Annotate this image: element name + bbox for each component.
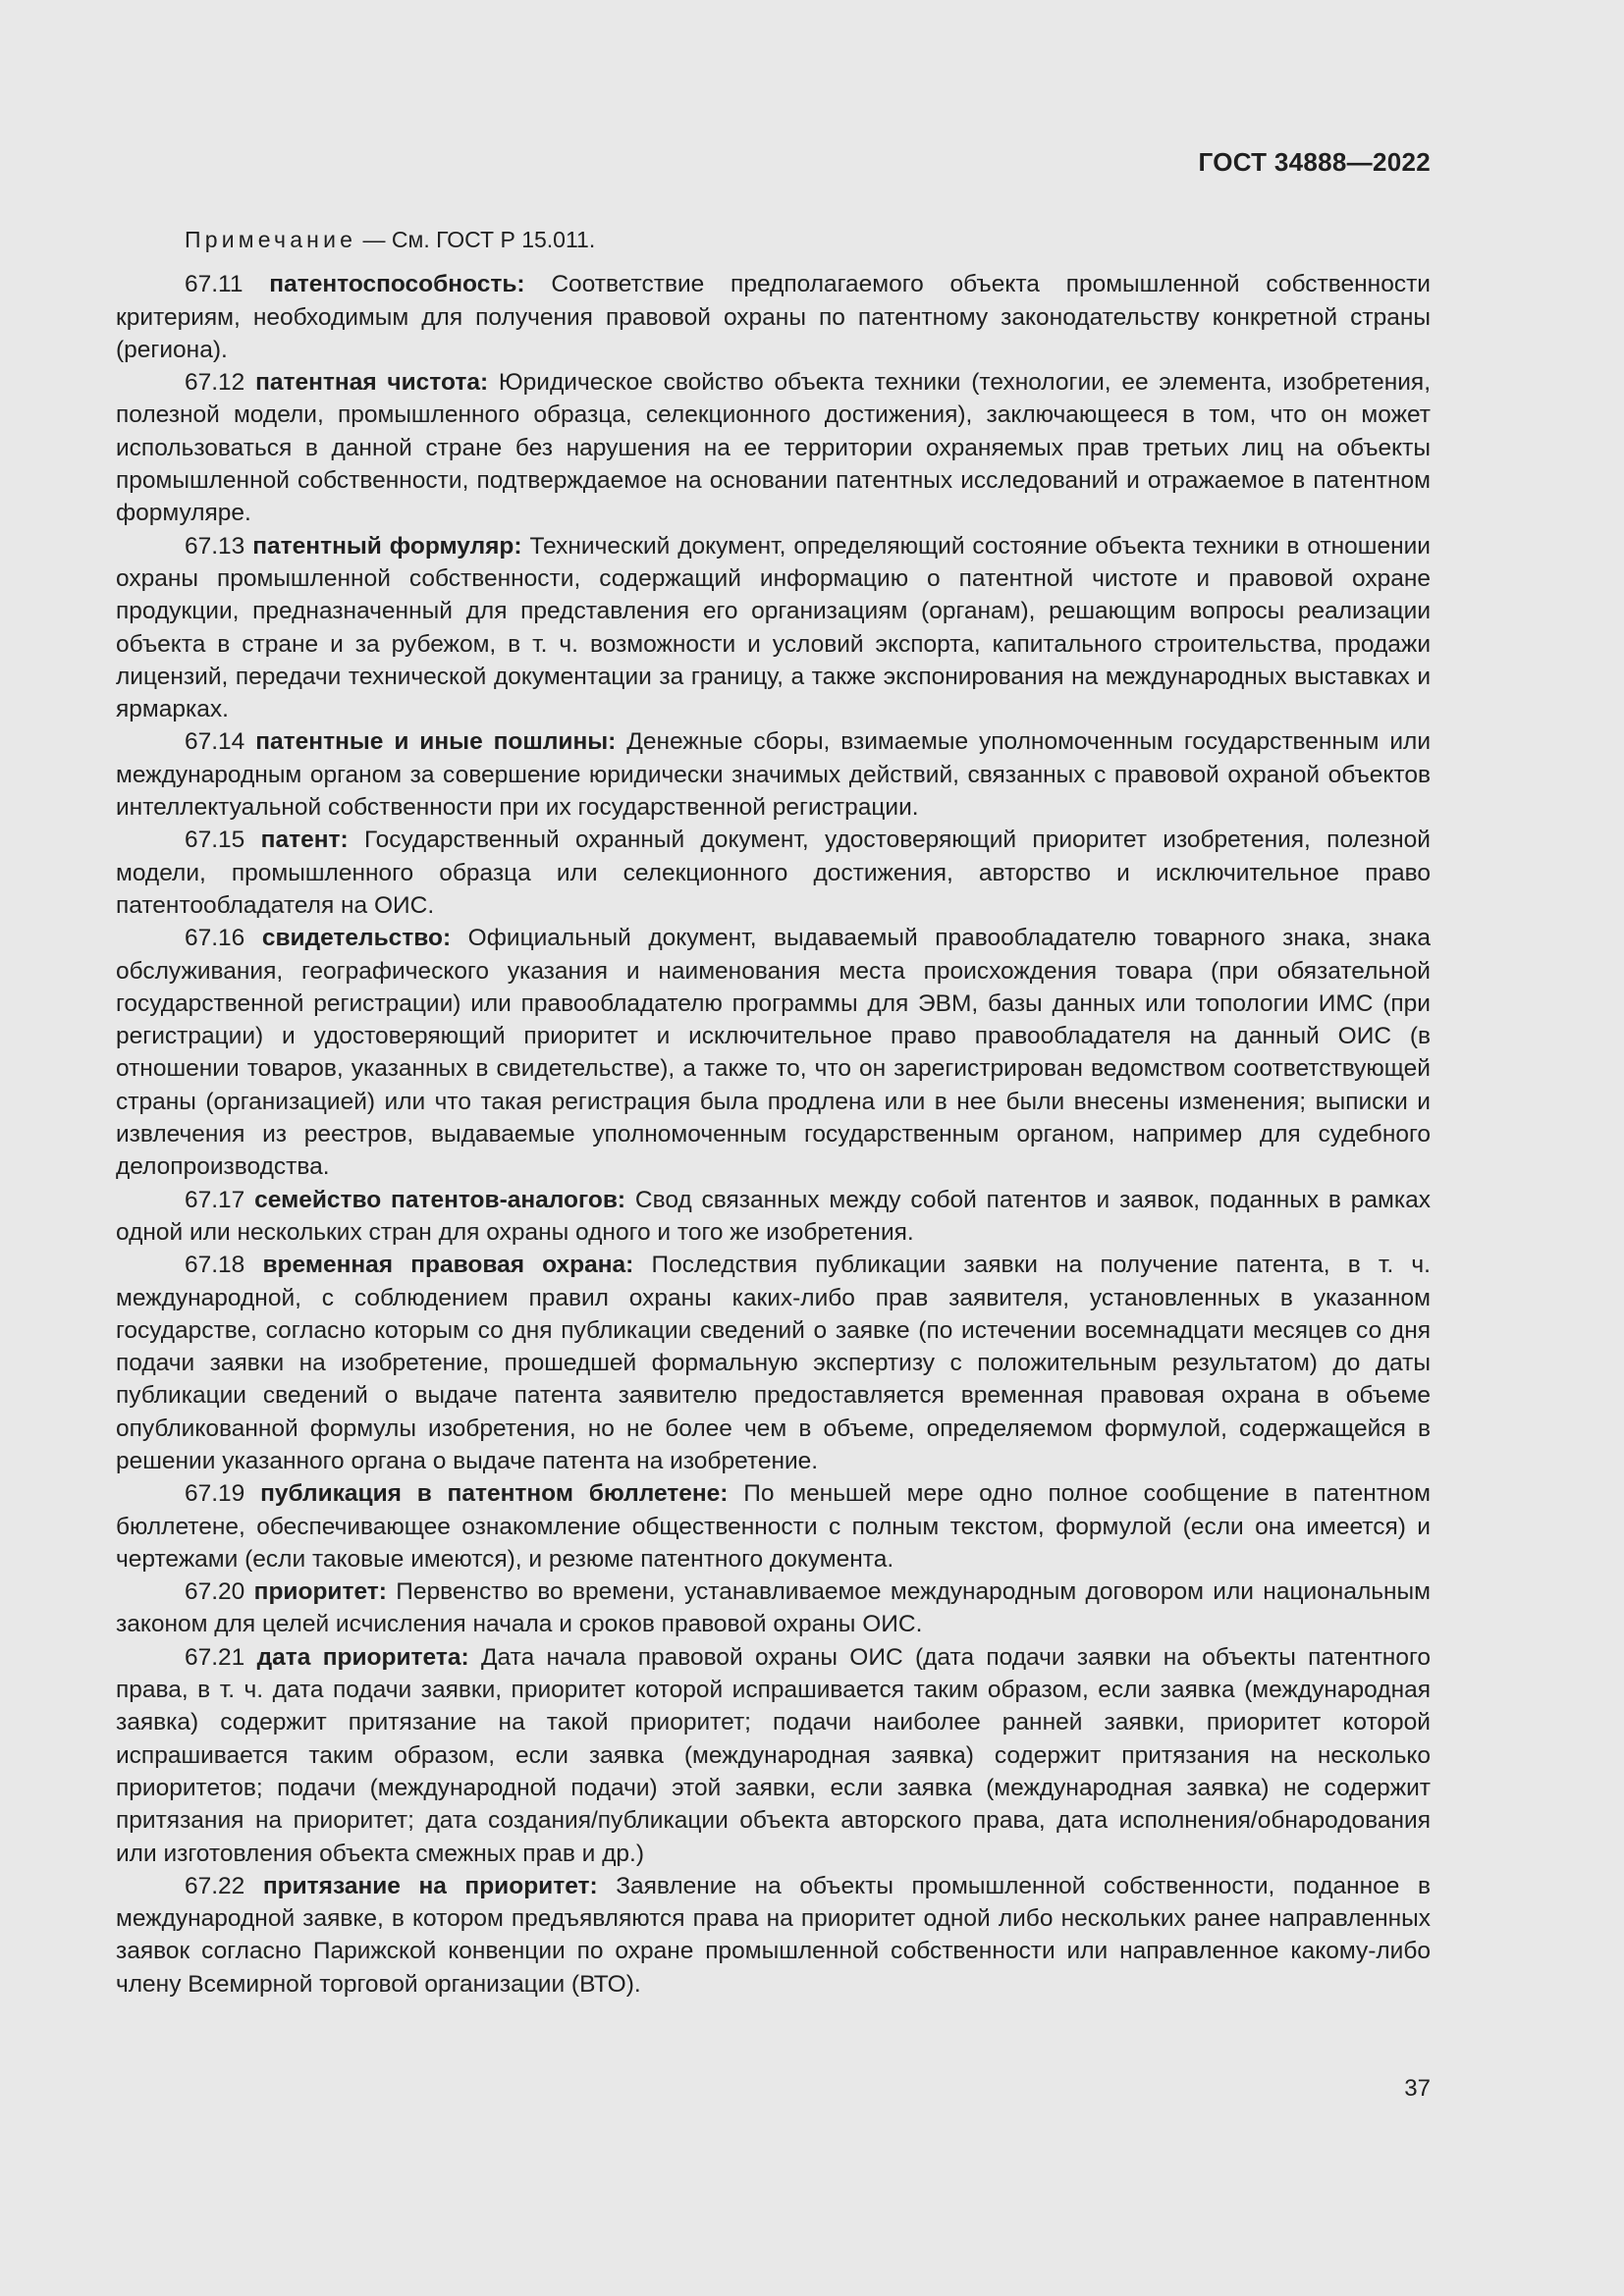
term-title: дата приоритета: (256, 1643, 469, 1671)
term-definition: Соответствие предполагаемого объекта промышленной собственности критериям, необходимым для получения правовой охраны по патентному законодательству конкретной страны (региона). (116, 271, 1431, 363)
term-title: патентоспособность: (269, 271, 525, 298)
term-entry (116, 1477, 1431, 1575)
term-entry (116, 1184, 1431, 1250)
term-definition: По меньшей мере одно полное сообщение в патентном бюллетене, обеспечивающее ознакомление общественности с полным текстом, формулой (если она имеется) и чертежами (если таковые имеются), и резюме патентного документа. (116, 1480, 1431, 1573)
term-title: патентные и иные пошлины: (255, 728, 617, 756)
term-definition: Государственный охранный документ, удостоверяющий приоритет изобретения, полезной модели, промышленного образца или селекционного достижения, авторство и исключительное право патентообладателя на ОИС. (116, 827, 1431, 919)
term-number: 67.21 (185, 1643, 257, 1671)
term-number: 67.18 (185, 1252, 263, 1279)
term-number: 67.17 (185, 1186, 255, 1213)
page-number: 37 (1404, 2075, 1431, 2102)
term-entry (116, 268, 1431, 366)
term-definition: Заявление на объекты промышленной собственности, поданное в международной заявке, в котором предъявляются права на приоритет одной либо нескольких ранее направленных заявок согласно Парижской конвенции по охране промышленной собственности или направленное какому-либо члену Всемирной торговой организации (ВТО). (116, 1872, 1431, 1998)
term-number: 67.16 (185, 925, 262, 952)
term-title: патентный формуляр: (252, 532, 522, 560)
term-definition: Первенство во времени, устанавливаемое международным договором или национальным законом для целей исчисления начала и сроков правовой охраны ОИС. (116, 1578, 1431, 1638)
term-title: приоритет: (253, 1578, 387, 1606)
term-number: 67.14 (185, 728, 256, 756)
term-entry (116, 1575, 1431, 1641)
term-entry (116, 824, 1431, 922)
term-definition: Официальный документ, выдаваемый правообладателю товарного знака, знака обслуживания, географического указания и наименования места происхождения товара (при обязательной государственной регистрации) или правообладателю программы для ЭВМ, базы данных или топологии ИМС (при регистрации) и удостоверяющий приоритет и исключительное право правообладателя на данный ОИС (в отношении товаров, указанных в свидетельстве), а также то, что он зарегистрирован ведомством соответствующей страны (организацией) или что такая регистрация была продлена или в нее были внесены изменения; выписки и извлечения из реестров, выдаваемые уполномоченным государственным органом, например для судебного делопроизводства. (116, 925, 1431, 1181)
term-definition: Денежные сборы, взимаемые уполномоченным государственным или международным органом за совершение юридически значимых действий, связанных с правовой охраной объектов интеллектуальной собственности при их государственной регистрации. (116, 728, 1431, 822)
term-title: семейство патентов-аналогов: (254, 1186, 626, 1213)
document-body (116, 224, 1431, 2001)
term-title: свидетельство: (261, 925, 452, 952)
term-definition: Юридическое свойство объекта техники (технологии, ее элемента, изобретения, полезной модели, промышленного образца, селекционного достижения), заключающееся в том, что он может использоваться в данной стране без нарушения на ее территории охраняемых прав третьих лиц на объекты промышленной собственности, подтверждаемое на основании патентных исследований и отражаемое в патентном формуляре. (116, 369, 1432, 527)
term-title: публикация в патентном бюллетене: (260, 1480, 729, 1508)
term-entry (116, 1641, 1431, 1870)
term-entry (116, 366, 1431, 529)
term-definition: Дата начала правовой охраны ОИС (дата подачи заявки на объекты патентного права, в т. ч. дата подачи заявки, приоритет которой испрашивается таким образом, если заявка (международная заявка) содержит притязание на такой приоритет; подачи наиболее ранней заявки, приоритет которой испрашивается таким образом, если заявка (международная заявка) содержит притязания на несколько приоритетов; подачи (международной подачи) этой заявки, если заявка (международная заявка) не содержит притязания на приоритет; дата создания/публикации объекта авторского права, дата исполнения/обнародования или изготовления объекта смежных прав и др.) (116, 1643, 1431, 1867)
term-list (116, 268, 1431, 2001)
term-entry (116, 922, 1431, 1183)
term-entry (116, 725, 1431, 824)
document-header: ГОСТ 34888—2022 (1198, 147, 1431, 177)
note-text: — См. ГОСТ Р 15.011. (356, 227, 596, 252)
note (116, 224, 1431, 256)
term-number: 67.20 (185, 1578, 254, 1606)
term-number: 67.12 (185, 369, 256, 397)
term-number: 67.11 (185, 271, 270, 298)
term-title: притязание на приоритет: (262, 1872, 598, 1899)
term-number: 67.19 (185, 1480, 261, 1508)
term-entry (116, 530, 1431, 726)
note-label: Примечание (185, 227, 357, 252)
term-title: патентная чистота: (255, 369, 489, 397)
term-number: 67.13 (185, 532, 253, 560)
term-title: временная правовая охрана: (262, 1252, 634, 1279)
term-number: 67.15 (185, 827, 261, 854)
term-definition: Последствия публикации заявки на получение патента, в т. ч. международной, с соблюдением правил охраны каких-либо прав заявителя, установленных в указанном государстве, согласно которым со дня публикации сведений о заявке (по истечении восемнадцати месяцев со дня подачи заявки на изобретение, прошедшей формальную экспертизу с положительным результатом) до даты публикации сведений о выдаче патента заявителю предоставляется временная правовая охрана в объеме опубликованной формулы изобретения, но не более чем в объеме, определяемом формулой, содержащейся в решении указанного органа о выдаче патента на изобретение. (116, 1252, 1431, 1474)
term-number: 67.22 (185, 1872, 263, 1899)
term-entry (116, 1249, 1431, 1477)
term-definition: Технический документ, определяющий состояние объекта техники в отношении охраны промышленной собственности, содержащий информацию о патентной чистоте и правовой охране продукции, предназначенный для представления его организациям (органам), решающим вопросы реализации объекта в стране и за рубежом, в т. ч. возможности и условий экспорта, капитального строительства, продажи лицензий, передачи технической документации за границу, а также экспонирования на международных выставках и ярмарках. (116, 532, 1431, 723)
term-definition: Свод связанных между собой патентов и заявок, поданных в рамках одной или нескольких стран для охраны одного и того же изобретения. (116, 1186, 1432, 1246)
term-title: патент: (260, 827, 349, 854)
term-entry (116, 1870, 1431, 2001)
